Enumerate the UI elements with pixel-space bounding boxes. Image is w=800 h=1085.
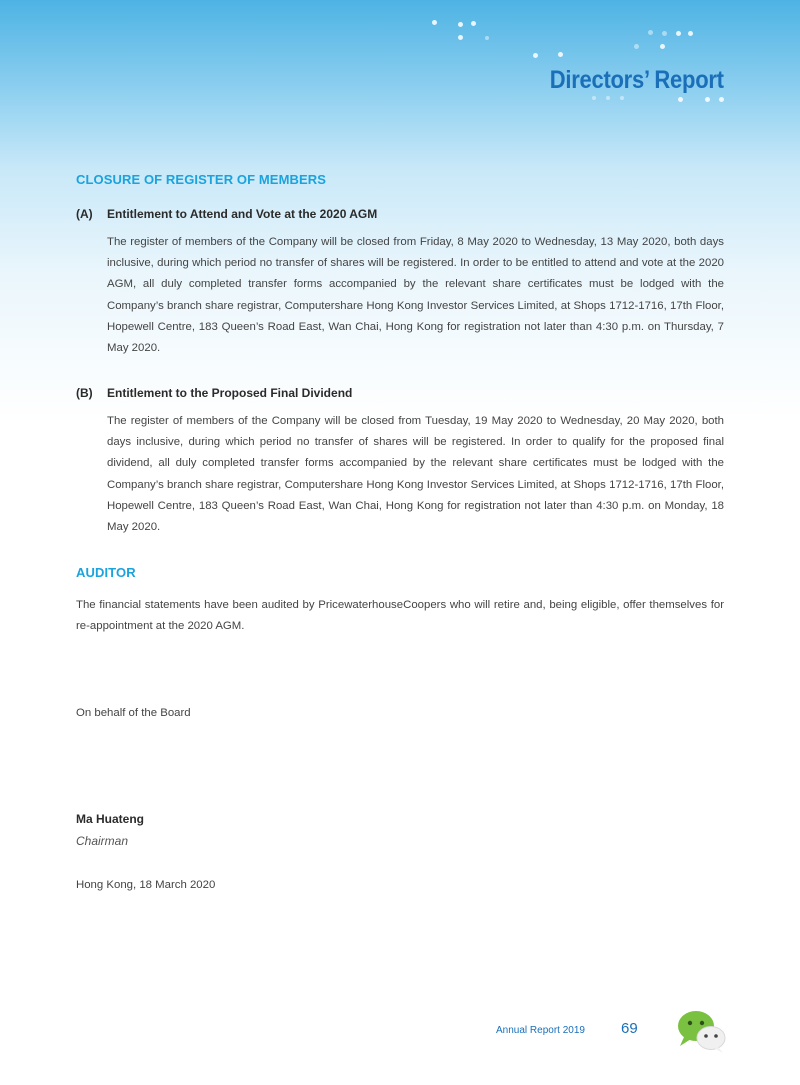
decorative-dot bbox=[688, 31, 693, 36]
part-b-title: Entitlement to the Proposed Final Dividend bbox=[107, 386, 353, 400]
part-a-heading bbox=[76, 207, 377, 221]
place-and-date: Hong Kong, 18 March 2020 bbox=[76, 879, 216, 891]
decorative-dot bbox=[719, 97, 724, 102]
part-a-marker: (A) bbox=[76, 207, 93, 221]
part-b-marker: (B) bbox=[76, 386, 93, 400]
decorative-dot bbox=[533, 53, 538, 58]
decorative-dot bbox=[634, 44, 639, 49]
footer-page-number: 69 bbox=[621, 1020, 638, 1037]
decorative-dot bbox=[678, 97, 683, 102]
report-section-title: Directors’ Report bbox=[549, 66, 724, 94]
decorative-dot bbox=[458, 35, 463, 40]
signatory-name: Ma Huateng bbox=[76, 812, 145, 826]
decorative-dot bbox=[592, 96, 596, 100]
part-b-paragraph: The register of members of the Company will be closed from Tuesday, 19 May 2020 to Wednesday, 20 May 2020, both days inclusive, during which period no transfer of shares will be registered. In order to qualify for the proposed final dividend, all duly completed transfer forms accompanied by the relevant share certificates must be lodged with the Company’s branch share registrar, Computershare Hong Kong Investor Services Limited, at Shops 1712-1716, 17th Floor, Hopewell Centre, 183 Queen’s Road East, Wan Chai, Hong Kong for registration not later than 4:30 p.m. on Monday, 18 May 2020. bbox=[107, 415, 724, 534]
decorative-dot bbox=[458, 22, 463, 27]
wechat-logo-svg bbox=[674, 1008, 730, 1054]
decorative-dot bbox=[662, 31, 667, 36]
auditor-paragraph: The financial statements have been audited by PricewaterhouseCoopers who will retire and, being eligible, offer themselves for re-appointment at the 2020 AGM. bbox=[76, 599, 724, 633]
wechat-logo-icon bbox=[674, 1008, 730, 1054]
part-a-paragraph: The register of members of the Company will be closed from Friday, 8 May 2020 to Wednesday, 13 May 2020, both days inclusive, during which period no transfer of shares will be registered. In order to be entitled to attend and vote at the 2020 AGM, all duly completed transfer forms accompanied by the relevant share certificates must be lodged with the Company’s branch share registrar, Computershare Hong Kong Investor Services Limited, at Shops 1712-1716, 17th Floor, Hopewell Centre, 183 Queen’s Road East, Wan Chai, Hong Kong for registration not later than 4:30 p.m. on Thursday, 7 May 2020. bbox=[107, 236, 724, 355]
decorative-dot bbox=[648, 30, 653, 35]
decorative-dot bbox=[660, 44, 665, 49]
decorative-dot bbox=[676, 31, 681, 36]
part-b-heading bbox=[76, 386, 352, 400]
decorative-dot bbox=[606, 96, 610, 100]
closure-register-heading: CLOSURE OF REGISTER OF MEMBERS bbox=[76, 172, 327, 187]
auditor-heading: AUDITOR bbox=[76, 565, 136, 580]
signatory-title: Chairman bbox=[76, 834, 129, 848]
decorative-dot bbox=[705, 97, 710, 102]
decorative-dot bbox=[558, 52, 563, 57]
on-behalf-of-board: On behalf of the Board bbox=[76, 707, 191, 719]
decorative-dot bbox=[471, 21, 476, 26]
decorative-dot bbox=[620, 96, 624, 100]
part-a-title: Entitlement to Attend and Vote at the 2020 AGM bbox=[107, 207, 378, 221]
footer-report-name: Annual Report 2019 bbox=[496, 1025, 585, 1036]
decorative-dot bbox=[485, 36, 489, 40]
decorative-dot bbox=[432, 20, 437, 25]
